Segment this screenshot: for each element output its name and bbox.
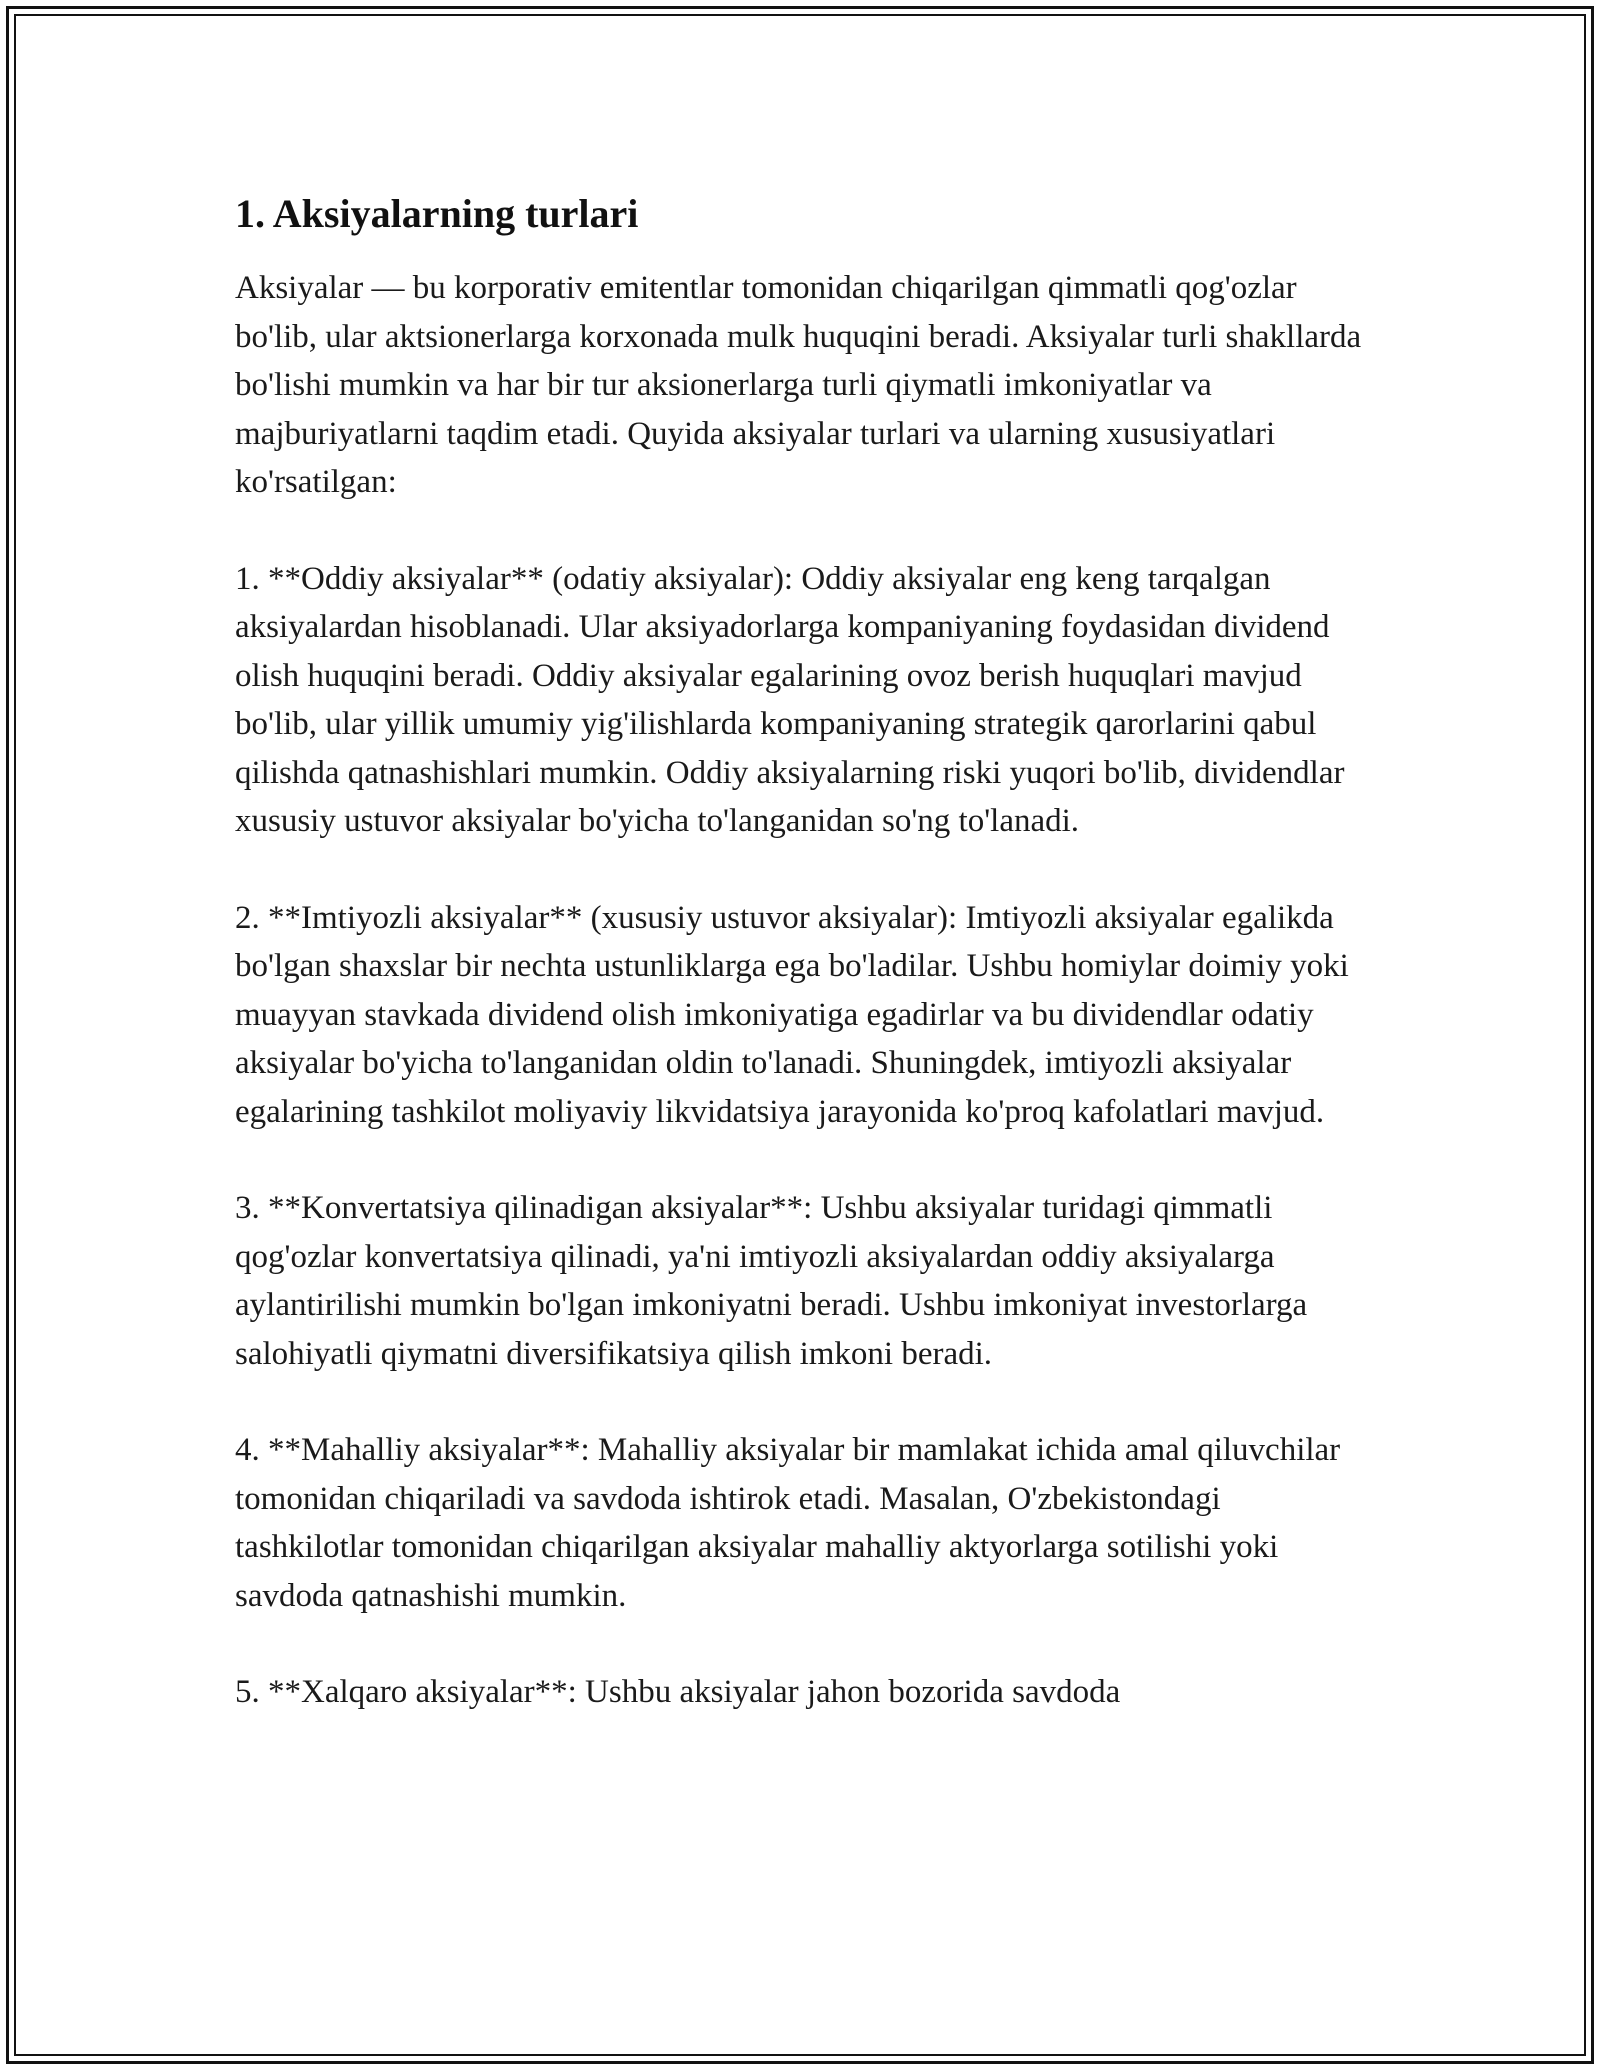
list-item-konvertatsiya-aksiyalar: 3. **Konvertatsiya qilinadigan aksiyalar**: Ushbu aksiyalar turidagi qimmatli qog'ozlar konvertatsiya qilinadi, ya'ni imtiyozli aksiyalardan oddiy aksiyalarga aylantirilishi mumkin bo'lgan imkoniyatni beradi. Ushbu imkoniyat investorlarga salohiyatli qiymatni diversifikatsiya qilish imkoni beradi.: [235, 1190, 1308, 1372]
document-body: [235, 186, 1375, 1717]
list-item-imtiyozli-aksiyalar: 2. **Imtiyozli aksiyalar** (xususiy ustuvor aksiyalar): Imtiyozli aksiyalar egalikda bo'lgan shaxslar bir nechta ustunliklarga ega bo'ladilar. Ushbu homiylar doimiy yoki muayyan stavkada dividend olish imkoniyatiga egadirlar va bu dividendlar odatiy aksiyalar bo'yicha to'langanidan oldin to'lanadi. Shuningdek, imtiyozli aksiyalar egalarining tashkilot moliyaviy likvidatsiya jarayonida ko'proq kafolatlari mavjud.: [235, 899, 1349, 1130]
list-item-mahalliy-aksiyalar: 4. **Mahalliy aksiyalar**: Mahalliy aksiyalar bir mamlakat ichida amal qiluvchilar tomonidan chiqariladi va savdoda ishtirok etadi. Masalan, O'zbekistondagi tashkilotlar tomonidan chiqarilgan aksiyalar mahalliy aktyorlarga sotilishi yoki savdoda qatnashishi mumkin.: [235, 1432, 1341, 1614]
intro-paragraph: Aksiyalar — bu korporativ emitentlar tomonidan chiqarilgan qimmatli qog'ozlar bo'lib, ular aktsionerlarga korxonada mulk huquqini beradi. Aksiyalar turli shakllarda bo'lishi mumkin va har bir tur aksionerlarga turli qiymatli imkoniyatlar va majburiyatlarni taqdim etadi. Quyida aksiyalar turlari va ularning xususiyatlari ko'rsatilgan:: [235, 270, 1362, 500]
list-item-oddiy-aksiyalar: 1. **Oddiy aksiyalar** (odatiy aksiyalar): Oddiy aksiyalar eng keng tarqalgan aksiyalardan hisoblanadi. Ular aksiyadorlarga kompaniyaning foydasidan dividend olish huquqini beradi. Oddiy aksiyalar egalarining ovoz berish huquqlari mavjud bo'lib, ular yillik umumiy yig'ilishlarda kompaniyaning strategik qarorlarini qabul qilishda qatnashishlari mumkin. Oddiy aksiyalarning riski yuqori bo'lib, dividendlar xususiy ustuvor aksiyalar bo'yicha to'langanidan so'ng to'lanadi.: [235, 560, 1345, 839]
section-heading: 1. Aksiyalarning turlari: [235, 191, 639, 236]
list-item-xalqaro-aksiyalar: 5. **Xalqaro aksiyalar**: Ushbu aksiyalar jahon bozorida savdoda: [235, 1674, 1121, 1710]
